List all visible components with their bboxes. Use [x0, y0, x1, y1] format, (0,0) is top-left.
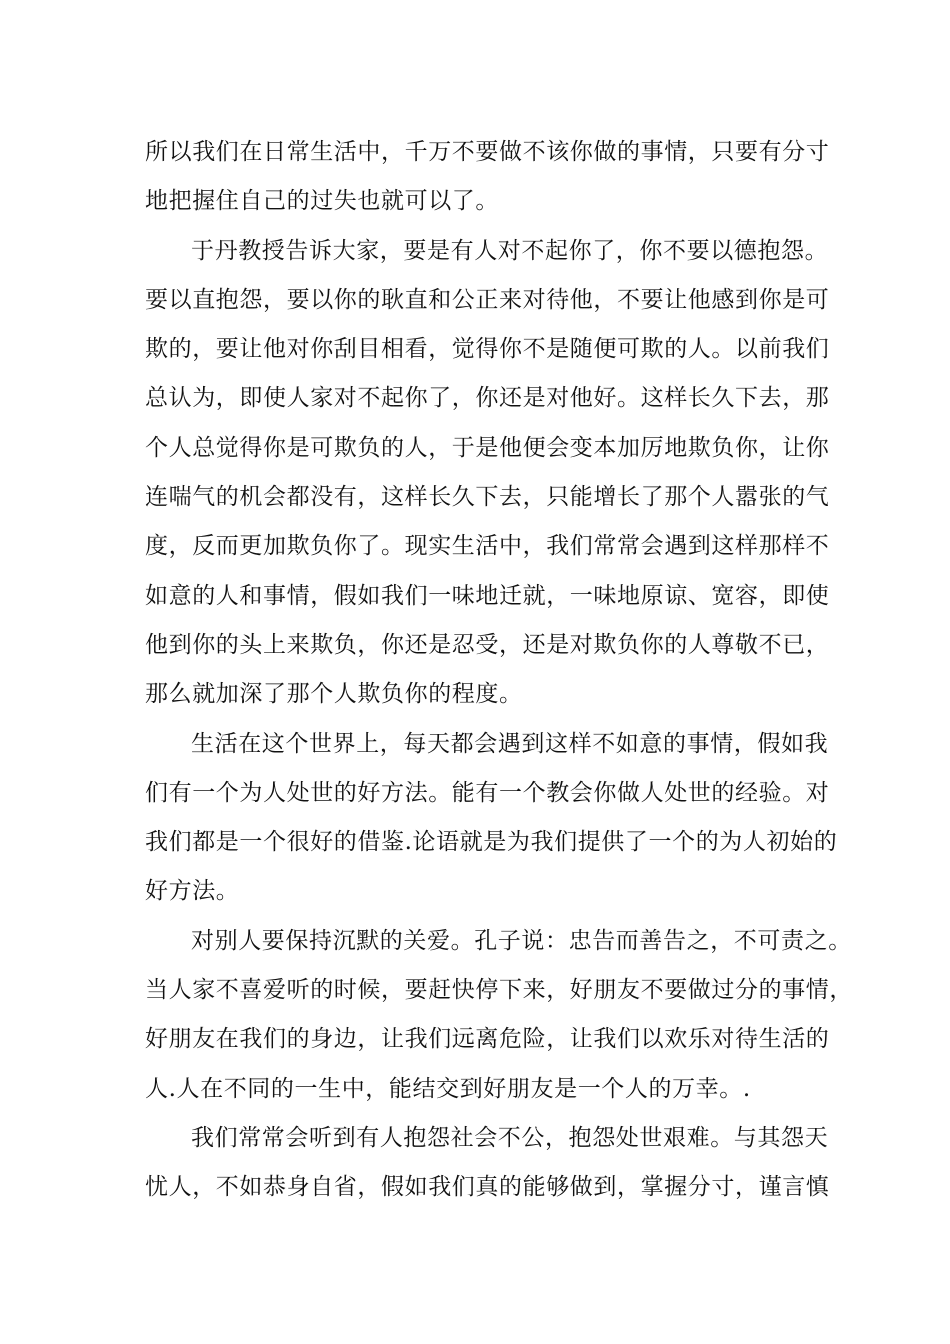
text-line: 连喘气的机会都没有，这样长久下去，只能增长了那个人嚣张的气 — [145, 484, 830, 511]
text-line: 我们常常会听到有人抱怨社会不公，抱怨处世艰难。与其怨天 — [191, 1124, 829, 1151]
text-line: 生活在这个世界上，每天都会遇到这样不如意的事情，假如我 — [191, 730, 829, 757]
text-line: 人.人在不同的一生中，能结交到好朋友是一个人的万幸。. — [145, 1075, 751, 1102]
text-line: 地把握住自己的过失也就可以了。 — [145, 188, 499, 215]
text-line: 我们都是一个很好的借鉴.论语就是为我们提供了一个的为人初始的 — [145, 829, 838, 856]
text-line: 如意的人和事情，假如我们一味地迁就，一味地原谅、宽容，即使 — [145, 582, 830, 609]
text-line: 对别人要保持沉默的关爱。孔子说：忠告而善告之，不可责之。 — [191, 927, 852, 954]
text-line: 忧人，不如恭身自省，假如我们真的能够做到，掌握分寸，谨言慎 — [145, 1174, 830, 1201]
text-line: 于丹教授告诉大家，要是有人对不起你了，你不要以德抱怨。 — [191, 237, 829, 264]
body-text — [145, 128, 853, 1213]
text-line: 总认为，即使人家对不起你了，你还是对他好。这样长久下去，那 — [145, 385, 830, 412]
text-line: 要以直抱怨，要以你的耿直和公正来对待他，不要让他感到你是可 — [145, 286, 830, 313]
text-line: 当人家不喜爱听的时候，要赶快停下来，好朋友不要做过分的事情， — [145, 977, 853, 1004]
text-line: 好方法。 — [145, 878, 240, 905]
text-line: 他到你的头上来欺负，你还是忍受，还是对欺负你的人尊敬不已， — [145, 631, 830, 658]
text-line: 所以我们在日常生活中，千万不要做不该你做的事情，只要有分寸 — [145, 139, 830, 165]
text-line: 个人总觉得你是可欺负的人，于是他便会变本加厉地欺负你，让你 — [145, 434, 830, 461]
text-line: 欺的，要让他对你刮目相看，觉得你不是随便可欺的人。以前我们 — [145, 336, 830, 363]
text-line: 好朋友在我们的身边，让我们远离危险，让我们以欢乐对待生活的 — [145, 1026, 830, 1053]
text-line: 们有一个为人处世的好方法。能有一个教会你做人处世的经验。对 — [145, 779, 830, 806]
text-line: 度，反而更加欺负你了。现实生活中，我们常常会遇到这样那样不 — [145, 533, 830, 560]
text-line: 那么就加深了那个人欺负你的程度。 — [145, 681, 523, 708]
